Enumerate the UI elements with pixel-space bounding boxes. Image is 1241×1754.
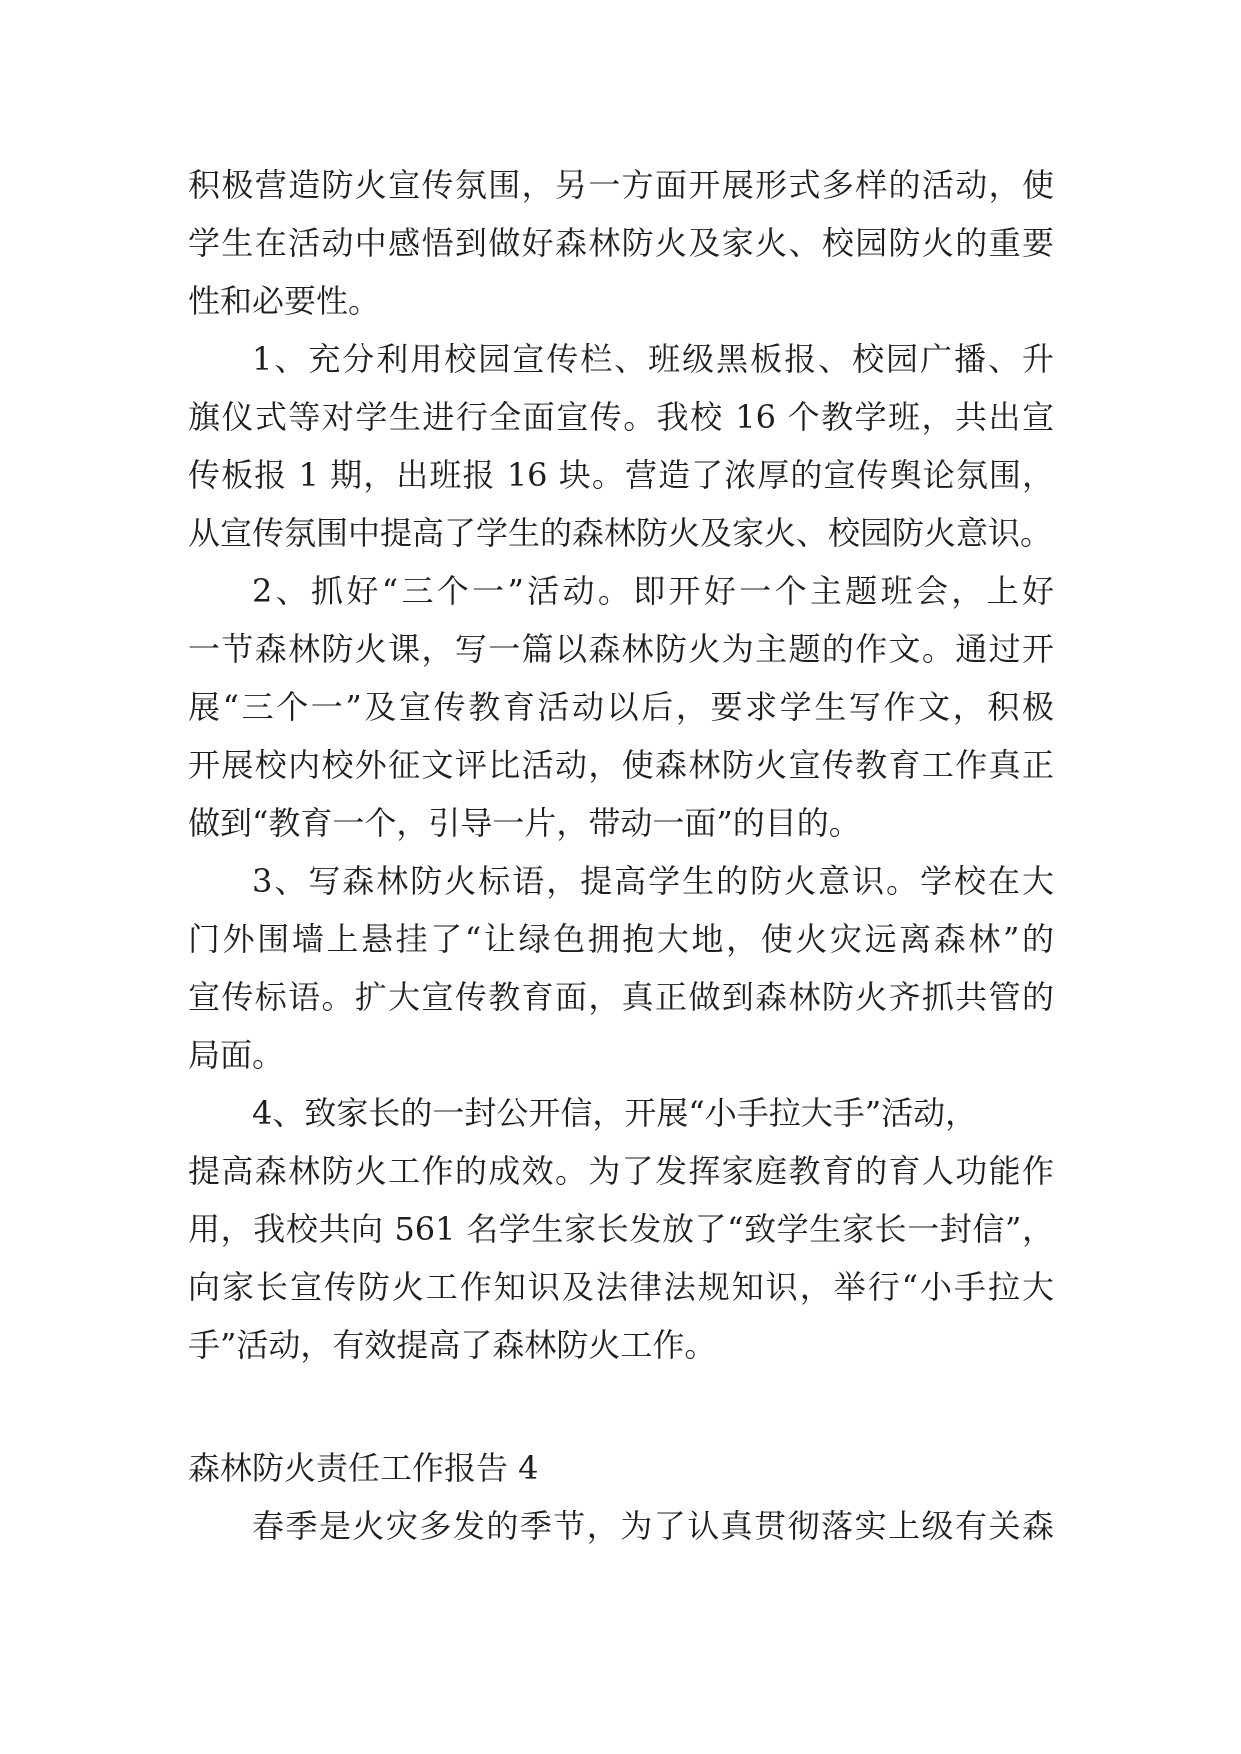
paragraph-line: 1、充分利用校园宣传栏、班级黑板报、校园广播、升 — [252, 340, 1054, 378]
paragraph-line: 一节森林防火课，写一篇以森林防火为主题的作文。通过开 — [188, 630, 1054, 668]
paragraph-line: 3、写森林防火标语，提高学生的防火意识。学校在大 — [252, 862, 1054, 900]
document-body — [188, 156, 1054, 1555]
paragraph — [188, 1497, 1054, 1555]
paragraph-line: 手”活动，有效提高了森林防火工作。 — [188, 1326, 717, 1364]
paragraph-line: 宣传标语。扩大宣传教育面，真正做到森林防火齐抓共管的 — [188, 978, 1054, 1016]
paragraph-line: 用，我校共向 561 名学生家长发放了“致学生家长一封信”， — [188, 1210, 1054, 1248]
paragraph — [188, 330, 1054, 562]
paragraph — [188, 562, 1054, 852]
paragraph-line: 局面。 — [188, 1036, 285, 1074]
paragraph — [188, 852, 1054, 1084]
paragraph-line: 从宣传氛围中提高了学生的森林防火及家火、校园防火意识。 — [188, 514, 1053, 552]
paragraph-line: 门外围墙上悬挂了“让绿色拥抱大地，使火灾远离森林”的 — [188, 920, 1054, 958]
paragraph — [188, 156, 1054, 330]
paragraph-line: 提高森林防火工作的成效。为了发挥家庭教育的育人功能作 — [188, 1152, 1054, 1190]
paragraph-line: 积极营造防火宣传氛围，另一方面开展形式多样的活动，使 — [188, 166, 1054, 204]
paragraph-line: 传板报 1 期，出班报 16 块。营造了浓厚的宣传舆论氛围， — [188, 456, 1054, 494]
paragraph-line: 春季是火灾多发的季节，为了认真贯彻落实上级有关森 — [252, 1507, 1054, 1545]
paragraph-line: 展“三个一”及宣传教育活动以后，要求学生写作文，积极 — [188, 688, 1054, 726]
paragraph-line: 学生在活动中感悟到做好森林防火及家火、校园防火的重要 — [188, 224, 1054, 262]
paragraph-line: 开展校内校外征文评比活动，使森林防火宣传教育工作真正 — [188, 746, 1054, 784]
paragraph-line: 2、抓好“三个一”活动。即开好一个主题班会，上好 — [252, 572, 1054, 610]
paragraph-line: 做到“教育一个，引导一片，带动一面”的目的。 — [188, 804, 861, 842]
paragraph-line: 性和必要性。 — [188, 282, 381, 320]
paragraph-line: 向家长宣传防火工作知识及法律法规知识，举行“小手拉大 — [188, 1268, 1054, 1306]
paragraph-line: 旗仪式等对学生进行全面宣传。我校 16 个教学班，共出宣 — [188, 398, 1054, 436]
section-heading: 森林防火责任工作报告 4 — [188, 1449, 539, 1487]
paragraph-line: 4、致家长的一封公开信，开展“小手拉大手”活动， — [252, 1094, 978, 1132]
paragraph — [188, 1084, 1054, 1374]
